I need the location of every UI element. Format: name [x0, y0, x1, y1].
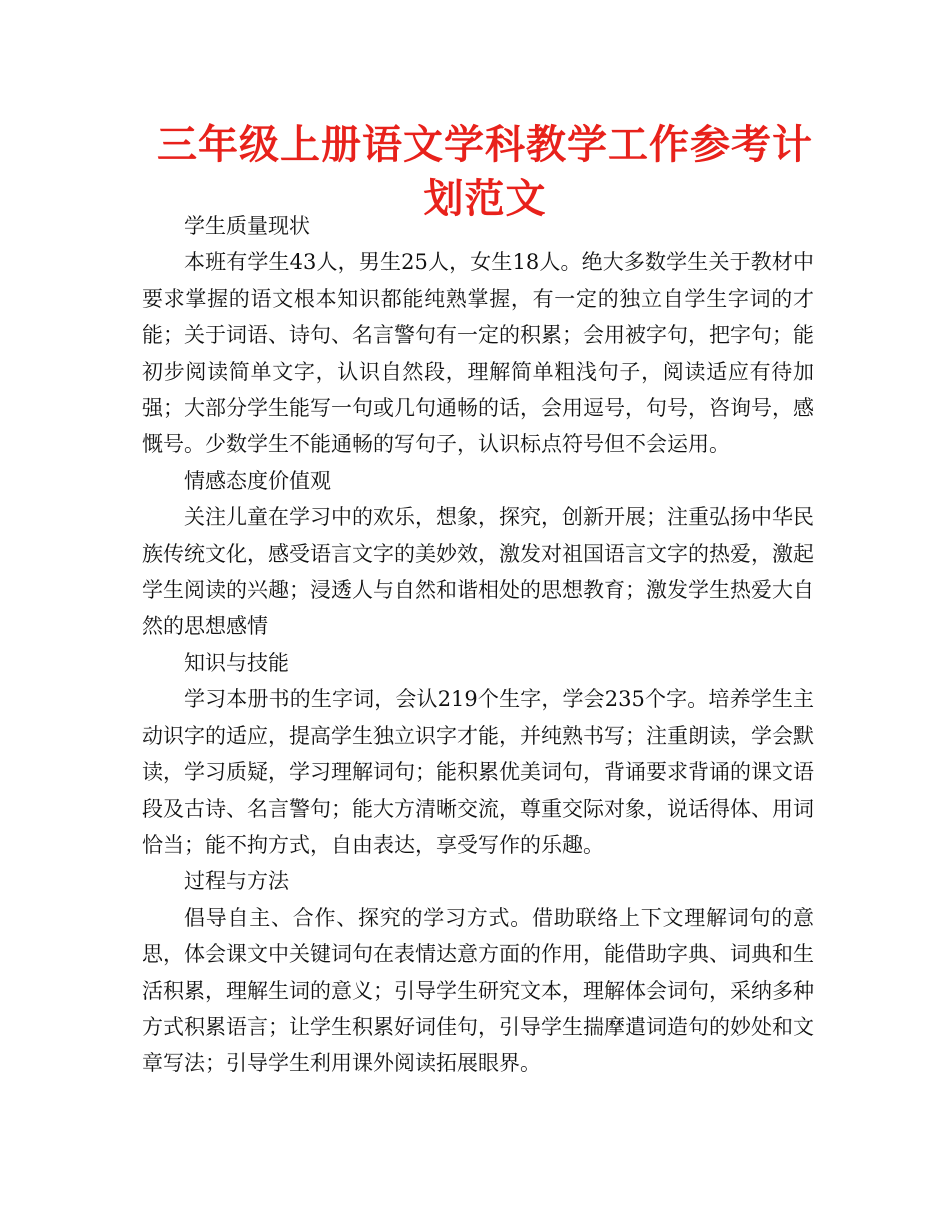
document-title: 三年级上册语文学科教学工作参考计划范文 — [157, 121, 813, 222]
section-paragraph: 倡导自主、合作、探究的学习方式。借助联络上下文理解词句的意思，体会课文中关键词句在表情达意方面的作用，能借助字典、词典和生活积累，理解生词的意义；引导学生研究文本，理解体会词句，采纳多种方式积累语言；让学生积累好词佳句，引导学生揣摩遣词造句的妙处和文章写法；引导学生利用课外阅读拓展眼界。 — [142, 905, 814, 1076]
document-body — [142, 208, 814, 1082]
section-heading: 学生质量现状 — [184, 214, 310, 238]
section-heading: 情感态度价值观 — [184, 468, 331, 493]
section-paragraph: 关注儿童在学习中的欢乐，想象，探究，创新开展；注重弘扬中华民族传统文化，感受语言文字的美妙效，激发对祖国语言文字的热爱，激起学生阅读的兴趣；浸透人与自然和谐相处的思想教育；激发学生热爱大自然的思想感情 — [142, 505, 814, 639]
section-paragraph: 本班有学生43人，男生25人，女生18人。绝大多数学生关于教材中要求掌握的语文根本知识都能纯熟掌握，有一定的独立自学生字词的才能；关于词语、诗句、名言警句有一定的积累；会用被字句，把字句；能初步阅读简单文字，认识自然段，理解简单粗浅句子，阅读适应有待加强；大部分学生能写一句或几句通畅的话，会用逗号，句号，咨询号，感慨号。少数学生不能通畅的写句子，认识标点符号但不会运用。 — [142, 250, 814, 457]
section-heading: 知识与技能 — [184, 650, 289, 675]
section-paragraph: 学习本册书的生字词，会认219个生字，学会235个字。培养学生主动识字的适应，提高学生独立识字才能，并纯熟书写；注重朗读，学会默读，学习质疑，学习理解词句；能积累优美词句，背诵要求背诵的课文语段及古诗、名言警句；能大方清晰交流，尊重交际对象，说话得体、用词恰当；能不拘方式，自由表达，享受写作的乐趣。 — [142, 687, 814, 857]
section-heading: 过程与方法 — [184, 869, 289, 894]
